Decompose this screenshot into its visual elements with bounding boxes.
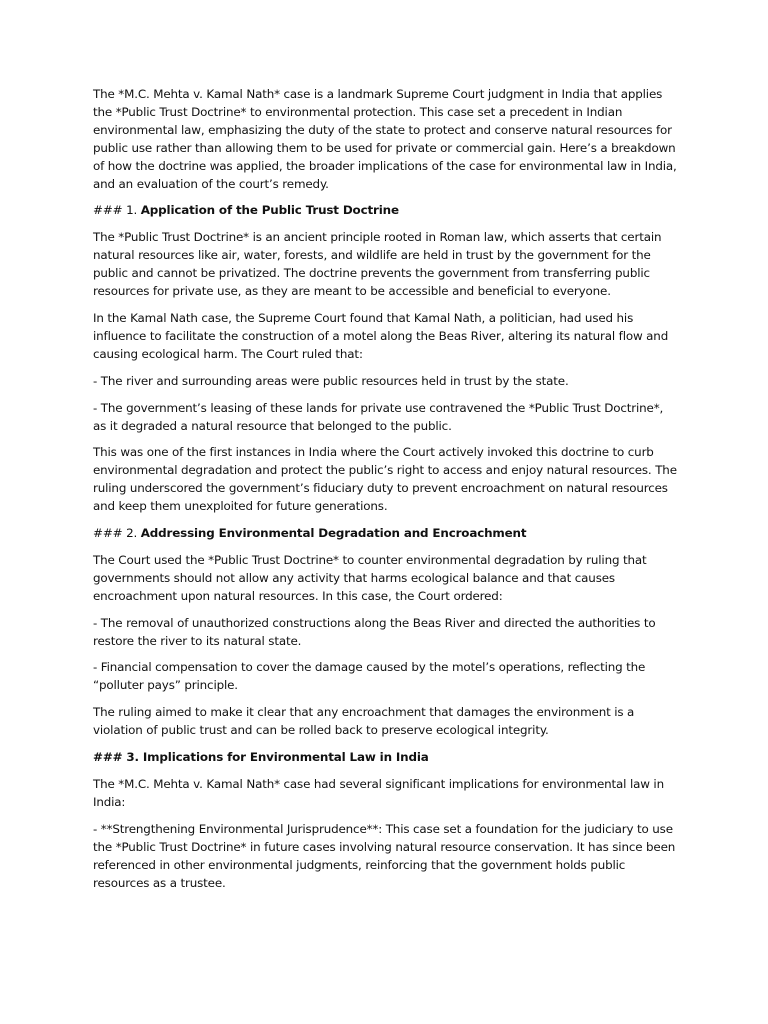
section-3-heading: [93, 749, 678, 767]
section-1-heading-title: Application of the Public Trust Doctrine: [140, 203, 399, 218]
section-2-bullet-2: - Financial compensation to cover the damage caused by the motel’s operations, reflecting the “polluter pays” principle.: [93, 660, 646, 693]
section-1-bullet-2: - The government’s leasing of these lands for private use contravened the *Public Trust Doctrine*, as it degraded a natural resource that belonged to the public.: [93, 400, 664, 433]
section-3-bullet-1: - **Strengthening Environmental Jurisprudence**: This case set a foundation for the judiciary to use the *Public Trust Doctrine* in future cases involving natural resource conservation. It has since been referenced in other environmental judgments, reinforcing that the government holds public resources as a trustee.: [93, 821, 676, 890]
section-2-heading-prefix: ### 2.: [93, 526, 141, 541]
section-1-paragraph-1: The *Public Trust Doctrine* is an ancient principle rooted in Roman law, which asserts that certain natural resources like air, water, forests, and wildlife are held in trust by the government for the public and cannot be privatized. The doctrine prevents the government from transferring public resources for private use, as they are meant to be accessible and beneficial to everyone.: [93, 230, 662, 299]
section-1-paragraph-2: In the Kamal Nath case, the Supreme Court found that Kamal Nath, a politician, had used his influence to facilitate the construction of a motel along the Beas River, altering its natural flow and causing ecological harm. The Court ruled that:: [93, 310, 669, 361]
section-2-heading: [93, 525, 678, 543]
section-2-paragraph-1: The Court used the *Public Trust Doctrine* to counter environmental degradation by ruling that governments should not allow any activity that harms ecological balance and that causes encroachment upon natural resources. In this case, the Court ordered:: [93, 552, 647, 603]
section-1-paragraph-3: This was one of the first instances in India where the Court actively invoked this doctrine to curb environmental degradation and protect the public’s right to access and enjoy natural resources. The ruling underscored the government’s fiduciary duty to prevent encroachment on natural resources and keep them unexploited for future generations.: [93, 445, 677, 514]
section-2-paragraph-2: The ruling aimed to make it clear that any encroachment that damages the environment is a violation of public trust and can be rolled back to preserve ecological integrity.: [93, 705, 635, 738]
section-1-heading-prefix: ### 1.: [93, 203, 141, 218]
section-2-heading-title: Addressing Environmental Degradation and Encroachment: [140, 526, 527, 541]
section-1-bullet-1: - The river and surrounding areas were public resources held in trust by the state.: [93, 373, 569, 388]
section-2-bullet-1: - The removal of unauthorized constructions along the Beas River and directed the authorities to restore the river to its natural state.: [93, 615, 656, 648]
section-3-paragraph-1: The *M.C. Mehta v. Kamal Nath* case had several significant implications for environmental law in India:: [93, 777, 664, 809]
document-body: [93, 86, 678, 901]
section-1-heading: [93, 202, 678, 220]
intro-paragraph: The *M.C. Mehta v. Kamal Nath* case is a landmark Supreme Court judgment in India that applies the *Public Trust Doctrine* to environmental protection. This case set a precedent in Indian environmental law, emphasizing the duty of the state to protect and conserve natural resources for public use rather than allowing them to be used for private or commercial gain. Here’s a breakdown of how the doctrine was applied, the broader implications of the case for environmental law in India, and an evaluation of the court’s remedy.: [93, 87, 677, 191]
section-3-heading-text: ### 3. Implications for Environmental Law in India: [93, 750, 429, 765]
